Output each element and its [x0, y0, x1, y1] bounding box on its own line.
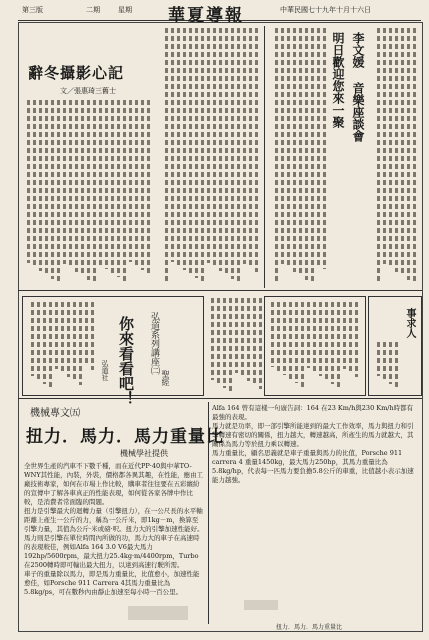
text-line — [407, 28, 410, 280]
text-line — [249, 28, 252, 268]
text-line — [317, 28, 320, 265]
text-line — [217, 298, 220, 384]
text-line — [67, 302, 70, 377]
text-line — [183, 28, 186, 270]
text-line — [37, 302, 40, 380]
text-line — [271, 302, 274, 367]
text-line — [325, 302, 328, 380]
article-byline: 機械學社提供 — [120, 449, 168, 458]
text-line — [51, 100, 54, 279]
article-paragraph: 全世界生產的汽車不下數千種，而在近代PP·40與中華TO-WNY其性能，內裝，外裝，價格都各異其趣，在性能，應由工廠技術專家，如何在市場上作比較，購車者往往要在五彩繽紛的宣傳中了解各車真正的性能表現，如何從各家各牌中作比較，是消費者常面臨的問題。 — [24, 462, 204, 506]
article-paragraph: 馬力重量比，顧名思義就是車子重量與馬力的比值，Porsche 911 carrera 4 重量1450kg，最大馬力250hp，其馬力重量比為5.8kg/hp，代表每一匹馬力要負擔5.8公斤的車重，比值越小表示加速能力越強。 — [212, 449, 414, 484]
text-line — [129, 100, 132, 262]
text-line — [255, 28, 258, 272]
text-line — [277, 302, 280, 371]
lecture-ad-speaker: 聖經 — [161, 370, 170, 386]
text-line — [231, 28, 234, 279]
text-line — [211, 298, 214, 380]
text-line — [243, 28, 246, 264]
text-line — [313, 302, 316, 372]
text-line — [45, 100, 48, 275]
text-line — [275, 28, 278, 283]
text-line — [283, 302, 286, 375]
text-line — [177, 28, 180, 266]
article-column-label: 機械專文㈤ — [30, 408, 80, 419]
text-line — [135, 100, 138, 266]
text-line — [223, 298, 226, 388]
text-line — [33, 100, 36, 267]
text-line — [195, 28, 198, 278]
text-line — [63, 100, 66, 264]
text-line — [111, 100, 114, 273]
text-line — [253, 298, 256, 385]
text-line — [289, 302, 292, 379]
text-line — [301, 302, 304, 387]
article-title: 扭力．馬力．馬力重量比 — [26, 427, 224, 447]
text-line — [81, 100, 84, 276]
text-line — [395, 342, 398, 388]
text-line — [99, 100, 102, 265]
concert-body-right — [370, 26, 418, 288]
text-line — [395, 28, 398, 272]
text-line — [305, 28, 308, 280]
text-line — [389, 28, 392, 268]
article-paragraph: 馬力則是引擎在單位時間內所做的功，馬力大的車子在高速時的表現較佳，例如Alfa 164 3.0 V6最大馬力192hp/5600rpm，最大扭力25.4kg·m/4400rpm，Turbo在2500轉時即可輸出最大扭力，以達到高速行駛所需。 — [24, 534, 200, 569]
text-line — [171, 28, 174, 262]
text-line — [259, 298, 262, 389]
text-line — [281, 28, 284, 264]
text-line — [213, 28, 216, 267]
middle-box-body — [268, 300, 360, 390]
photo-essay-body-cont — [158, 26, 260, 286]
text-line — [85, 302, 88, 366]
text-line — [57, 100, 60, 283]
text-line — [165, 28, 168, 281]
lecture-ad-body — [26, 300, 96, 390]
text-line — [49, 302, 52, 388]
scan-mark — [244, 600, 278, 610]
article-paragraph: Alfa 164 曾有這樣一句廣告詞：164 在23 Km/h與230 Km/h時都有最強的表現。 — [212, 404, 414, 421]
text-line — [91, 302, 94, 370]
issue-label: 二期 — [86, 6, 100, 14]
text-line — [201, 28, 204, 282]
text-line — [401, 28, 404, 276]
text-line — [331, 302, 334, 384]
text-line — [383, 28, 386, 264]
text-line — [293, 28, 296, 272]
text-line — [61, 302, 64, 373]
lecture-ad-series: 弘道系列講座㈡ — [149, 312, 159, 375]
photo-essay-body — [24, 98, 152, 286]
article-left-body — [24, 462, 204, 622]
text-line — [93, 100, 96, 284]
text-line — [141, 100, 144, 270]
text-line — [87, 100, 90, 280]
text-line — [31, 302, 34, 376]
text-line — [349, 302, 352, 373]
photo-essay-byline: 文／張惠琦三舊士 — [60, 87, 116, 95]
text-line — [311, 28, 314, 284]
photo-essay-title: 辭冬攝影心記 — [28, 64, 125, 82]
text-line — [377, 342, 380, 376]
text-line — [43, 302, 46, 384]
text-line — [389, 342, 392, 384]
concert-subtitle: 明日歡迎您來一聚 — [331, 32, 345, 128]
text-line — [55, 302, 58, 369]
text-line — [237, 28, 240, 283]
text-line — [287, 28, 290, 268]
text-line — [337, 302, 340, 388]
scan-mark — [128, 606, 188, 620]
text-line — [105, 100, 108, 269]
edition-label: 第三版 — [22, 6, 43, 14]
date-label: 中華民國七十九年十月十六日 — [280, 6, 371, 14]
text-line — [117, 100, 120, 277]
job-notice-title: 事求人 — [404, 308, 415, 338]
article-paragraph: 車子的重量除以馬力，即是馬力重量比，比值愈小，加速性能愈佳，如Porsche 911 Carrera 4其馬力重量比為5.8kg/ps，可在數秒內由靜止加速至每小時一百公里。 — [24, 570, 200, 596]
text-line — [307, 302, 310, 368]
text-line — [229, 298, 232, 392]
text-line — [413, 28, 416, 284]
text-line — [295, 302, 298, 383]
text-line — [39, 100, 42, 271]
text-line — [123, 100, 126, 281]
lecture-ad-org: 弘道社 — [101, 360, 109, 381]
text-line — [323, 28, 326, 269]
article-footnote: 扭力．馬力．馬力重量比 — [276, 624, 343, 631]
text-line — [235, 298, 238, 373]
article-paragraph: 馬力就是功率，即一部引擎所能達到的最大工作效率，馬力與扭力和引擎轉速有密切的關係，扭力越大，轉速越高，所產生的馬力就越大，其關係為馬力等於扭力乘以轉速。 — [212, 422, 414, 448]
text-line — [247, 298, 250, 381]
text-line — [355, 302, 358, 377]
text-line — [225, 28, 228, 275]
masthead-title: 華夏導報 — [168, 6, 244, 26]
text-line — [241, 298, 244, 377]
text-line — [377, 28, 380, 283]
text-line — [73, 302, 76, 381]
text-line — [319, 302, 322, 376]
concert-body — [268, 26, 328, 288]
text-line — [147, 100, 150, 274]
article-right-body — [212, 404, 416, 620]
text-line — [69, 100, 72, 268]
text-line — [299, 28, 302, 276]
text-line — [207, 28, 210, 263]
text-line — [343, 302, 346, 369]
text-line — [75, 100, 78, 272]
article-paragraph: 扭力是引擎最大的迴轉力量（引擎扭力），在一公尺長的水平軸距離上產生一公斤的力，稱為一公斤米，即1kg－m，換算至引擎力量，其值為公斤·米或磅·呎。扭力大的引擎加速性能好。 — [24, 507, 204, 533]
text-line — [219, 28, 222, 271]
weekday-label: 星期 — [118, 6, 132, 14]
lecture-ad-headline: 你來看看吧！ — [117, 316, 135, 406]
middle-article-body — [206, 296, 264, 394]
text-line — [79, 302, 82, 385]
text-line — [27, 100, 30, 263]
text-line — [383, 342, 386, 380]
text-line — [189, 28, 192, 274]
concert-title: 李文媛 音樂座談會 — [351, 32, 365, 142]
job-notice-body — [372, 340, 400, 390]
